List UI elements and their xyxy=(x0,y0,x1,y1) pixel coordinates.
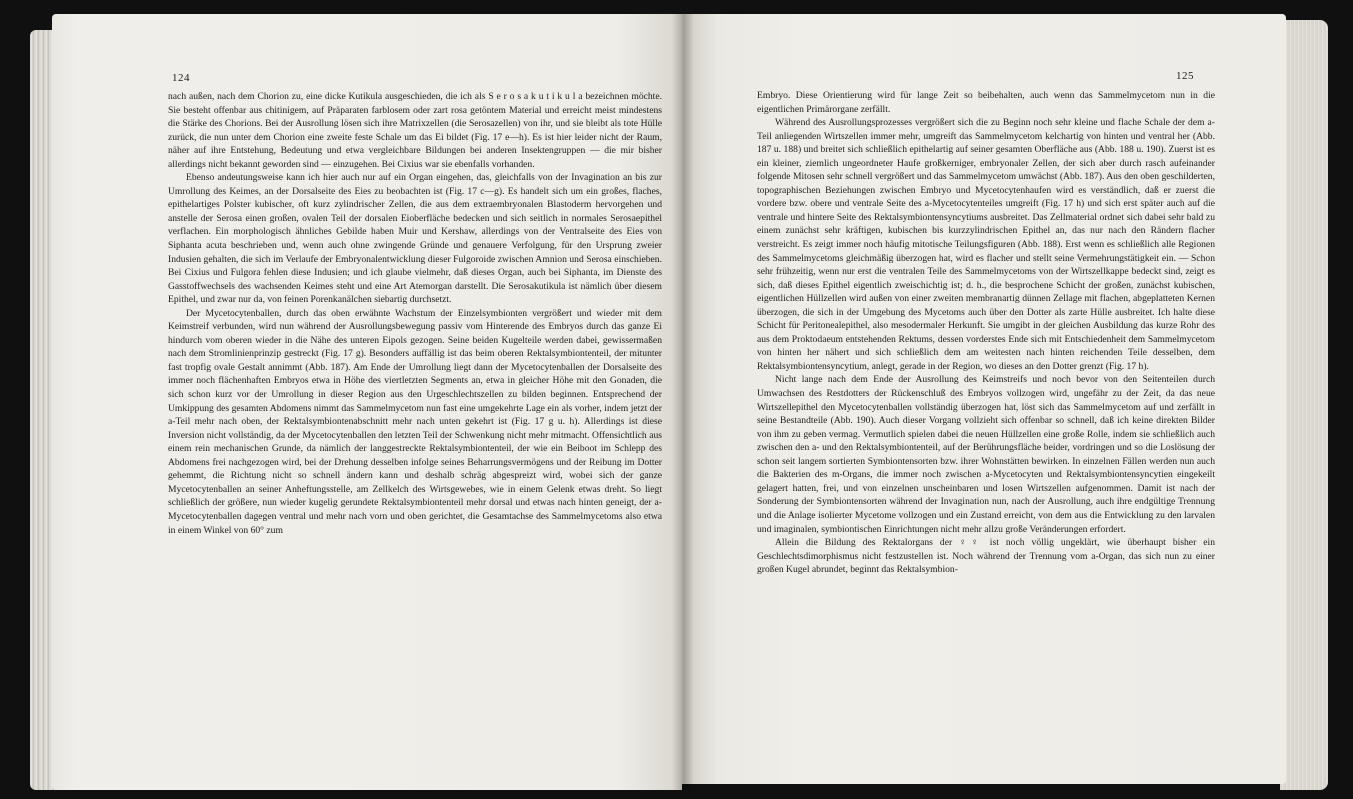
paragraph: Während des Ausrollungsprozesses vergrößert sich die zu Beginn noch sehr kleine und flache Schale der dem a-Teil anliegenden Wirtszellen immer mehr, umgreift das Sammelmycetom kelchartig von hinten und ventral her (Abb. 187 u. 188) und breitet sich schließlich epithelartig auf seiner gesamten Oberfläche aus (Abb. 188 u. 190). Zuerst ist es ein kleiner, ziemlich ungeordneter Haufe großkerniger, embryonaler Zellen, der sich aber durch rasch aufeinander folgende Mitosen sehr schnell vergrößert und das Sammelmycetom umwächst (Abb. 187). Aus den oben geschilderten, topographischen Beziehungen zwischen Embryo und Mycetocytenhaufen wird es verständlich, daß er zuerst die vordere bzw. obere und ventrale Seite des a-Mycetocytenteiles umgreift (Fig. 17 h) und sich erst später auch auf die ventrale und hintere Seite des Rektalsymbiontensyncytiums ausbreitet. Das Zellmaterial ordnet sich dabei sehr bald zu einem zunächst sehr kräftigen, kubischen bis kurzzylindrischen Epithel an, das nur nach den Rändern flacher verstreicht. Es zeigt immer noch häufig mitotische Teilungsfiguren (Abb. 188). Erst wenn es schließlich alle Regionen des Sammelmycetoms gleichmäßig überzogen hat, wird es flacher und stellt seine Vermehrungstätigkeit ein. — Schon sehr frühzeitig, wenn nur erst die ventralen Teile des Sammelmycetoms von der Wirtszellkappe bedeckt sind, zeigt es sich, daß dieses Epithel eigentlich zweischichtig ist; d. h., die besprochene Schicht der großen, zunächst kubischen, eigentlichen Hüllzellen wird außen von einer zweiten membranartig dünnen Zellage mit flachen, abgeplatteten Kernen überzogen, die sich in der Umgebung des Mycetoms auch über den Dotter als zarte Hülle ausbreitet. Ich halte diese Schicht für Peritonealepithel, also mesodermaler Herkunft. Sie umgibt in der gleichen Ausbildung das kurze Rohr des aus dem Proktodaeum entstehenden Rektums, dessen vorderstes Ende sich mit Entschiedenheit dem Sammelmycetom von hinten her nähert und sich schließlich dem am weitesten nach hinten reichenden Teile desselben, dem Rektalsymbiontensyncytium, anlegt, gerade in der Region, wo dieses an den Dotter grenzt (Fig. 17 h). xyxy=(757,117,1215,372)
book-gutter xyxy=(672,14,694,790)
page-number: 124 xyxy=(172,72,190,84)
paragraph: Ebenso andeutungsweise kann ich hier auch nur auf ein Organ eingehen, das, gleichfalls von der Invagination an bis zur Umrollung des Keimes, an der Dorsalseite des Eies zu beobachten ist (Fig. 17 c—g). Es handelt sich um ein großes, flaches, epithelartiges Polster kubischer, oft kurz zylindrischer Zellen, die aus dem extraembryonalen Blastoderm hervorgehen und anstelle der Serosa einen großen, ovalen Teil der dorsalen Eioberfläche bedecken und sich seitlich in normales Serosaepithel verflachen. Ein morphologisch ähnliches Gebilde haben Muir und Kershaw, allerdings von der Ventralseite des Eies von Siphanta acuta beschrieben und, wenn auch ohne zwingende Gründe und genauere Verfolgung, für den Ursprung zweier Indusien gehalten, die sich im Verlaufe der Embryonalentwicklung dieser Fulgoroide zwischen Amnion und Serosa einschieben. Bei Cixius und Fulgora fehlen diese Indusien; und ich glaube vielmehr, daß dieses Organ, auch bei Siphanta, im Dienste des Gasstoffwechsels des wachsenden Keimes steht und eine Art Atemorgan darstellt. Die Serosakutikula ist nämlich über diesem Epithel, und zwar nur da, von feinen Porenkanälchen siebartig durchsetzt. xyxy=(168,172,662,306)
left-page xyxy=(52,14,682,790)
paragraph: Allein die Bildung des Rektalorgans der ♀♀ ist noch völlig ungeklärt, wie überhaupt bisher ein Geschlechtsdimorphismus nicht festzustellen ist. Noch während der Trennung vom a-Organ, das sich nun zu einer großen Kugel abrundet, beginnt das Rektalsymbion- xyxy=(757,537,1215,576)
paragraph: Der Mycetocytenballen, durch das oben erwähnte Wachstum der Einzelsymbionten vergrößert und wieder mit dem Keimstreif verbunden, wird nun während der Ausrollungsbewegung passiv vom Hinterende des Embryos durch das ganze Ei hindurch vom oberen wieder in die Nähe des unteren Eipols gezogen. Seine beiden Kugelteile werden dabei, gewissermaßen nach dem Stromlinienprinzip gestreckt (Fig. 17 g). Besonders auffällig ist das beim oberen Rektalsymbiontenteil, der mitunter fast tropfig ovale Gestalt annimmt (Abb. 187). Am Ende der Umrollung liegt dann der Mycetocytenballen der Dorsalseite des immer noch flächenhaften Embryos etwa in Höhe des viertletzten Segments an, etwa in gleicher Höhe mit den Gonaden, die sich schon kurz vor der Umrollung in dieser Region aus den Urgeschlechtszellen zu bilden beginnen. Entsprechend der Umkippung des gesamten Abdomens nimmt das Sammelmycetom nun fast eine umgekehrte Lage ein als vorher, indem jetzt der a-Teil mehr nach oben, der Rektalsymbiontenabschnitt mehr nach unten gekehrt ist (Fig. 17 g u. h). Allerdings ist diese Inversion nicht vollständig, da der Mycetocytenballen den letzten Teil der Schwenkung nicht mehr mitmacht. Offensichtlich aus einem rein mechanischen Grunde, da nämlich der langgestreckte Rektalsymbiontenteil, der wie ein Beiboot im Schlepp des Abdomens frei nachgezogen wird, bei der Drehung desselben infolge seines Beharrungsvermögens und der Reibung im Dotter gehemmt, die Richtung nicht so schnell ändern kann und deshalb schräg abgespreizt wird, wobei sich der ganze Mycetocytenballen an seiner Anheftungsstelle, am Zellkelch des Wirtsgewebes, wie in einem Gelenk etwas dreht. So liegt schließlich der größere, nun wieder kugelig gerundete Rektalsymbiontenteil mehr dorsal und etwas nach hinten geneigt, der a-Mycetocytenballen dagegen ventral und mehr nach vorn und oben gerichtet, die Gesamtachse des Sammelmycetoms also etwa in einem Winkel von 60° zum xyxy=(168,307,662,536)
right-page xyxy=(682,14,1286,784)
left-page-body xyxy=(168,90,662,537)
paragraph: nach außen, nach dem Chorion zu, eine dicke Kutikula ausgeschieden, die ich als S e r o s a k u t i k u l a bezeichnen möchte. Sie besteht offenbar aus chitinigem, auf Präparaten farblosem oder zart rosa getöntem Material und erreicht meist mindestens die Stärke des Chorions. Bei der Ausrollung lösen sich ihre Matrixzellen (die Serosazellen) von ihr, und sie bleibt als tote Hülle zurück, die nun unter dem Chorion eine zweite feste Schale um das Ei bildet (Fig. 17 e—h). Es ist hier leider nicht der Raum, näher auf ihre Entstehung, Bedeutung und etwa vergleichbare Bildungen bei anderen Insektengruppen — die mir bisher allerdings nicht bekannt geworden sind — einzugehen. Bei Cixius war sie ebenfalls vorhanden. xyxy=(168,91,662,170)
right-page-body xyxy=(757,89,1215,577)
paragraph: Embryo. Diese Orientierung wird für lange Zeit so beibehalten, auch wenn das Sammelmycetom nun in die eigentlichen Primärorgane zerfällt. xyxy=(757,90,1215,115)
page-number: 125 xyxy=(1176,70,1194,82)
paragraph: Nicht lange nach dem Ende der Ausrollung des Keimstreifs und noch bevor von den Seitenteilen durch Umwachsen des Restdotters der Rückenschluß des Embryos vollzogen wird, ungefähr zu der Zeit, da das neue Wirtszellepithel den Mycetocytenballen vollständig überzogen hat, löst sich das Sammelmycetom auf und zerfällt in seine Bestandteile (Abb. 190). Auch dieser Vorgang vollzieht sich offenbar so schnell, daß ich keine direkten Bilder von ihm zu geben vermag. Vermutlich spielen dabei die neuen Hüllzellen eine große Rolle, indem sie schließlich auch zwischen den a- und den Rektalsymbiontenteil, auf der Berührungsfläche beider, vordringen und so die Loslösung der schon seit langem sortierten Symbiontensorten bzw. ihrer Wohnstätten bewirken. In einzelnen Fällen werden nun auch die Bakterien des m-Organs, die immer noch zwischen a-Mycetocyten und Rektalsymbiontensyncytien eingekeilt gelagert hatten, frei, und von einzelnen unscheinbaren und losen Wirtszellen aufgenommen. Damit ist nach der Sonderung der Symbiontensorten während der Invagination nun, nach der Ausrollung, auch ihre endgültige Trennung und die Anlage isolierter Mycetome vollzogen und ein Zustand erreicht, von dem aus die Entwicklung zu den larvalen und imaginalen, symbiontischen Einrichtungen nicht mehr allzu große Veränderungen erfordert. xyxy=(757,374,1215,535)
right-page-edges xyxy=(1280,20,1328,790)
